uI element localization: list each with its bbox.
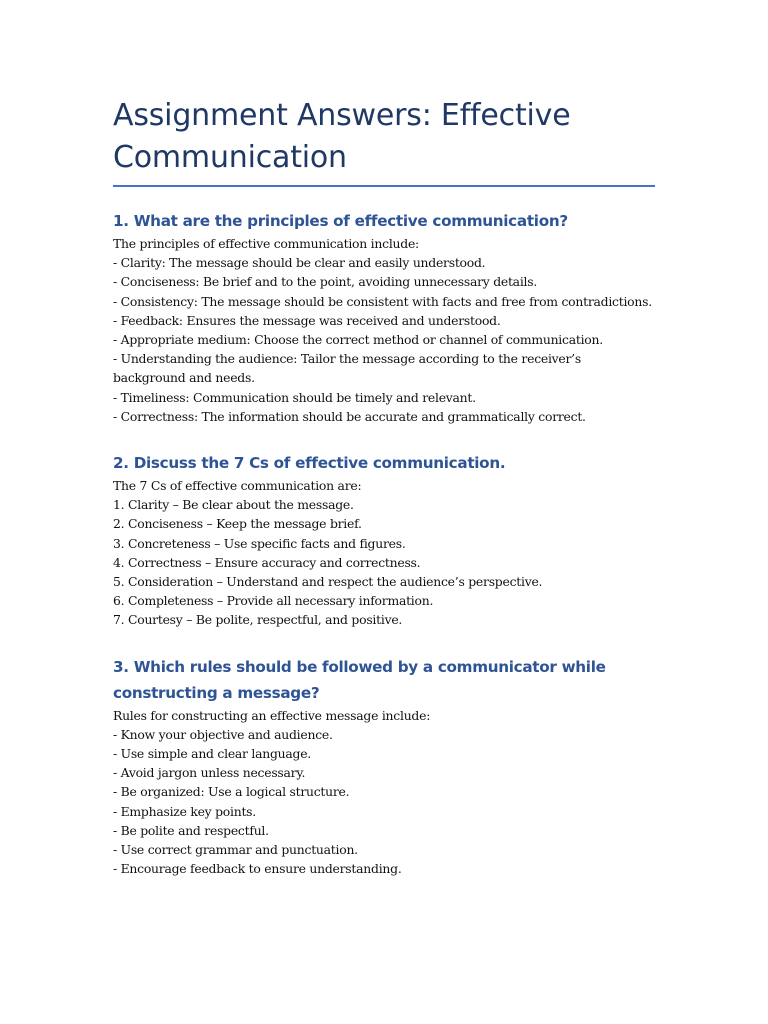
section-principles	[113, 208, 655, 426]
answer-line: - Timeliness: Communication should be timely and relevant.	[113, 389, 476, 405]
answer-line: 2. Conciseness – Keep the message brief.	[113, 516, 362, 532]
answer-line: 5. Consideration – Understand and respect the audience’s perspective.	[113, 574, 543, 590]
question-heading: 1. What are the principles of effective communication?	[113, 212, 568, 230]
answer-line: 7. Courtesy – Be polite, respectful, and positive.	[113, 612, 403, 628]
answer-line: - Be organized: Use a logical structure.	[113, 784, 350, 800]
answer-line: 4. Correctness – Ensure accuracy and correctness.	[113, 554, 421, 570]
answer-text	[113, 234, 655, 426]
answer-line: - Consistency: The message should be consistent with facts and free from contradictions.	[113, 293, 652, 309]
section-message-rules	[113, 654, 655, 879]
title-underline-divider	[113, 185, 655, 187]
answer-line: The 7 Cs of effective communication are:	[113, 478, 362, 494]
section-seven-cs	[113, 450, 655, 630]
answer-line: - Correctness: The information should be accurate and grammatically correct.	[113, 408, 586, 424]
answer-line: - Understanding the audience: Tailor the message according to the receiver’s background and needs.	[113, 351, 581, 386]
answer-line: - Know your objective and audience.	[113, 726, 333, 742]
answer-line: - Conciseness: Be brief and to the point, avoiding unnecessary details.	[113, 274, 538, 290]
answer-text	[113, 706, 655, 879]
answer-line: - Clarity: The message should be clear and easily understood.	[113, 255, 486, 271]
answer-line: 3. Concreteness – Use specific facts and figures.	[113, 535, 406, 551]
answer-line: - Be polite and respectful.	[113, 822, 269, 838]
question-heading: 2. Discuss the 7 Cs of effective communication.	[113, 454, 506, 473]
answer-line: - Avoid jargon unless necessary.	[113, 765, 306, 781]
answer-line: - Encourage feedback to ensure understanding.	[113, 861, 402, 877]
answer-line: - Use correct grammar and punctuation.	[113, 842, 358, 858]
document-title: Assignment Answers: Effective Communication	[113, 98, 571, 175]
answer-line: 1. Clarity – Be clear about the message.	[113, 497, 354, 513]
answer-line: - Feedback: Ensures the message was received and understood.	[113, 312, 501, 328]
answer-line: Rules for constructing an effective message include:	[113, 707, 431, 723]
answer-line: The principles of effective communication include:	[113, 236, 419, 251]
answer-line: - Appropriate medium: Choose the correct method or channel of communication.	[113, 332, 603, 348]
answer-line: - Emphasize key points.	[113, 803, 256, 819]
document-page	[113, 0, 655, 878]
answer-text	[113, 476, 655, 630]
answer-line: 6. Completeness – Provide all necessary information.	[113, 593, 434, 609]
answer-line: - Use simple and clear language.	[113, 746, 311, 762]
question-heading: 3. Which rules should be followed by a communicator while constructing a message?	[113, 657, 606, 702]
